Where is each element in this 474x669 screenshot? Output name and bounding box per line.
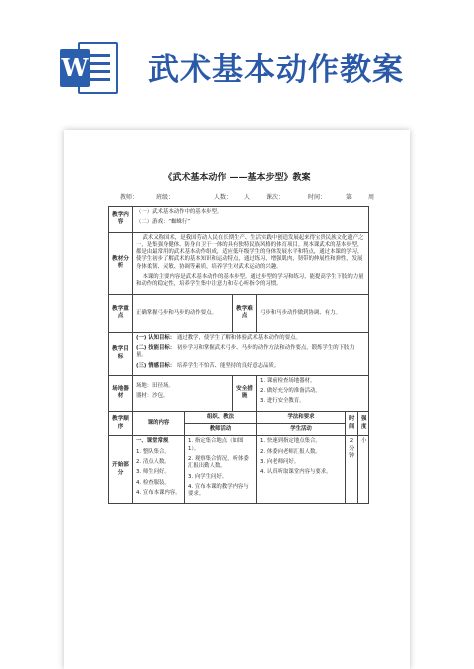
label-analysis: 教材分析 xyxy=(109,232,133,294)
label-safety: 安全措施 xyxy=(233,375,257,411)
start-student-item: 2. 体委向老师汇报人数。 xyxy=(260,448,321,455)
header-org: 组织、教法 xyxy=(185,411,257,423)
goal-skill-text: 初步学习和掌握武术弓步、马步的动作方法和动作要点，锻炼学生的下肢力量。 xyxy=(136,344,355,359)
goals-cell xyxy=(133,332,369,375)
goal-cognitive-title: (一) 认知目标： xyxy=(136,334,176,341)
header-method: 学法和要求 xyxy=(257,411,346,423)
safety-cell xyxy=(257,375,369,411)
meta-time: 时间： xyxy=(308,194,327,201)
word-letter-tile: W xyxy=(60,49,90,87)
safety-item: 3. 进行安全教育。 xyxy=(260,398,305,405)
meta-unit: 人 xyxy=(244,194,251,201)
label-venue: 场地器材 xyxy=(109,375,133,411)
row-start xyxy=(109,436,369,504)
document-title: 《武术基本动作 ——基本步型》教案 xyxy=(163,173,311,183)
start-teacher-cell xyxy=(185,436,257,504)
meta-lesson: 课次： xyxy=(266,194,285,201)
start-teacher-item: 1. 指定集合地点（如图 1）。 xyxy=(188,438,244,452)
start-content-item: 一、课堂常规 xyxy=(136,438,169,445)
label-content: 教学内容 xyxy=(109,207,133,233)
goal-cognitive-text: 通过教学，使学生了解和体验武术基本动作的要点。 xyxy=(176,334,301,341)
header-intensity: 强度 xyxy=(358,411,369,436)
label-start: 开始部分 xyxy=(109,436,133,504)
lesson-meta-line xyxy=(120,192,380,204)
row-header-1 xyxy=(109,411,369,423)
row-focus xyxy=(109,294,369,332)
row-analysis xyxy=(109,232,369,294)
goal-skill-title: (二) 技能目标： xyxy=(136,344,176,351)
venue-site: 场地：田径场。 xyxy=(136,383,174,389)
venue-cell xyxy=(133,375,233,411)
focus-text: 正确掌握弓步和马步的动作要点。 xyxy=(133,294,233,332)
safety-item: 2. 做好充分的准备活动。 xyxy=(260,388,321,395)
row-venue xyxy=(109,375,369,411)
row-content xyxy=(109,207,369,233)
header-time: 时间 xyxy=(346,411,358,436)
start-content-item: 2. 清点人数。 xyxy=(136,458,170,465)
analysis-paragraph: 武术又称国术，是我国劳动人民在长期生产、生活实践中创造发展起来得宝贵民族文化遗产之一，是集强身健体、防身自卫于一体的具有独特民族风格的体育项目。现本课武术的基本步型，都是由最常用的武术基本动作组成，适应低年级学生的身体发展水平和特点，通过本课的学习，使学生初步了解武术的基本知识和运动特点，通过练习，增强肌肉，韧带的伸展性和弹性，发展身体柔韧、灵敏、协调等素质，培养学生对武术运动的兴趣。 xyxy=(136,234,364,270)
header-teacher: 教师活动 xyxy=(185,424,257,436)
start-content-item: 4. 宣布本课内容。 xyxy=(136,489,181,496)
safety-item: 1. 课前检查场地器材。 xyxy=(260,377,316,384)
meta-week-no: 第 xyxy=(346,194,353,201)
start-content-item: 1. 整队集合。 xyxy=(136,448,170,455)
banner xyxy=(0,0,474,108)
start-content-item: 3. 师生问好。 xyxy=(136,469,170,476)
start-student-item: 3. 向老师问好。 xyxy=(260,458,300,465)
meta-week: 周 xyxy=(368,194,375,201)
goal-affective-text: 培养学生不怕苦、能坚持的良好意志品质。 xyxy=(176,362,280,369)
word-doc-icon xyxy=(60,42,118,94)
meta-count: 人数： xyxy=(214,194,233,201)
label-focus: 教学重点 xyxy=(109,294,133,332)
analysis-cell xyxy=(133,232,369,294)
start-time: 2 分钟 xyxy=(346,436,358,504)
analysis-paragraph: 本课的主要内容是武术基本动作的基本步型。通过步型的学习和练习，能提高学生下肢的力量和动作的稳定性，培养学生集中注意力和专心听指令的习惯。 xyxy=(136,274,364,288)
label-difficulty: 教学难点 xyxy=(233,294,257,332)
start-content-cell xyxy=(133,436,185,504)
start-teacher-item: 2. 观察集合情况，听体委汇报出勤人数。 xyxy=(188,455,249,470)
meta-class: 班级： xyxy=(156,194,175,201)
venue-equipment: 器材：沙包。 xyxy=(136,393,169,400)
document-sheet xyxy=(64,130,410,669)
start-student-cell xyxy=(257,436,346,504)
header-seq: 教学顺序 xyxy=(109,411,133,436)
meta-teacher: 教师： xyxy=(120,194,139,201)
lesson-plan-table xyxy=(108,206,369,504)
header-student: 学生活动 xyxy=(257,424,346,436)
start-intensity: 小 xyxy=(358,436,369,504)
start-student-item: 1. 快速到指定地点集合。 xyxy=(260,438,321,445)
header-content: 课的内容 xyxy=(133,411,185,436)
difficulty-text: 弓步和马步动作做到协调、有力。 xyxy=(257,294,369,332)
start-content-item: 4. 检查服装。 xyxy=(136,479,170,486)
banner-title: 武术基本动作教案 xyxy=(148,52,404,88)
start-teacher-item: 4. 宣布本课的教学内容与要求。 xyxy=(188,483,249,498)
content-item: （一）武术基本动作中的基本步型。 xyxy=(136,209,223,215)
start-teacher-item: 3. 向学生问好。 xyxy=(188,473,228,480)
goal-affective-title: (三) 情感目标： xyxy=(136,362,176,369)
start-student-item: 4. 认真听取课堂内容与要求。 xyxy=(260,469,332,476)
label-goals: 教学目标 xyxy=(109,332,133,375)
row-goals xyxy=(109,332,369,375)
content-cell xyxy=(133,207,369,233)
content-item: （二）游戏：“蜘蛛行” xyxy=(136,219,191,226)
